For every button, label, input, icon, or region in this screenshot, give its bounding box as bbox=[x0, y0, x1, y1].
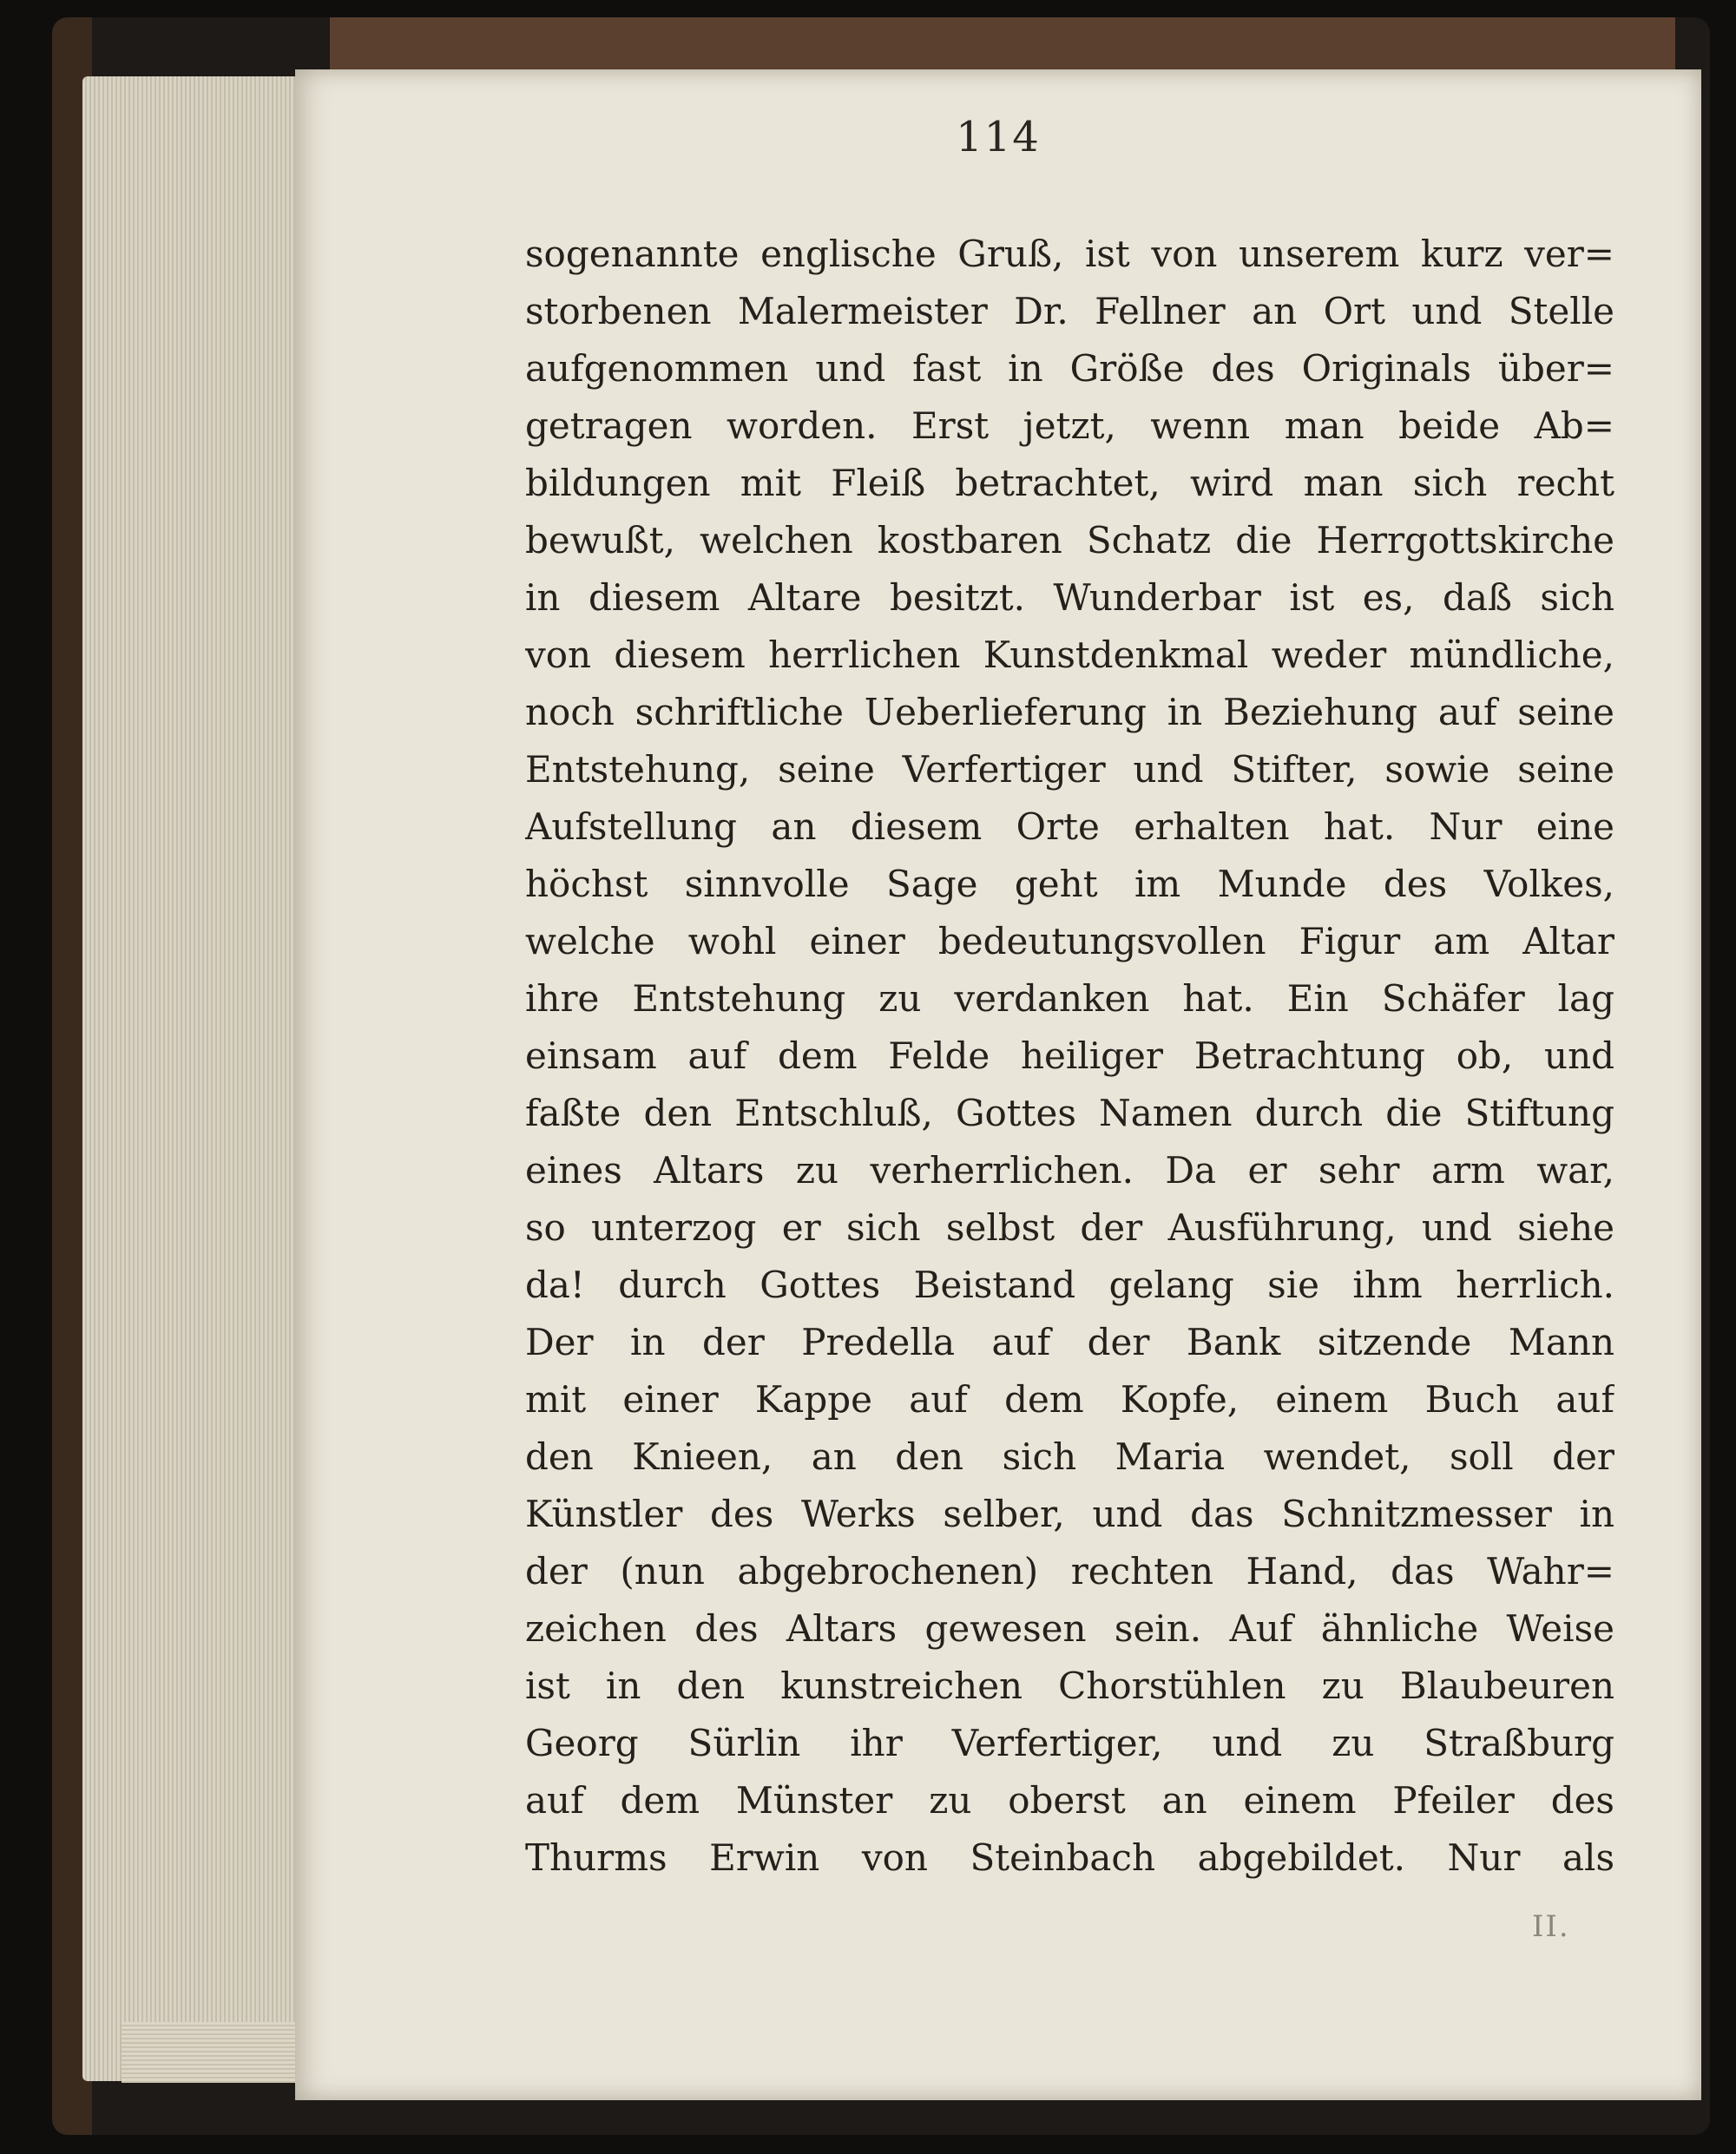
page-number: 114 bbox=[956, 113, 1041, 161]
text-line: auf dem Münster zu oberst an einem Pfeiler des bbox=[525, 1779, 1614, 1822]
text-line: eines Altars zu verherrlichen. Da er sehr arm war, bbox=[525, 1149, 1614, 1192]
text-line: getragen worden. Erst jetzt, wenn man beide Ab= bbox=[525, 404, 1614, 447]
text-line: von diesem herrlichen Kunstdenkmal weder mündliche, bbox=[525, 634, 1614, 676]
text-line: ist in den kunstreichen Chorstühlen zu Blaubeuren bbox=[525, 1665, 1614, 1707]
text-line: welche wohl einer bedeutungsvollen Figur am Altar bbox=[525, 920, 1614, 962]
text-line: da! durch Gottes Beistand gelang sie ihm herrlich. bbox=[525, 1264, 1614, 1306]
text-line: so unterzog er sich selbst der Ausführung, und siehe bbox=[525, 1206, 1614, 1249]
text-line: storbenen Malermeister Dr. Fellner an Ort und Stelle bbox=[525, 290, 1614, 332]
text-line: aufgenommen und fast in Größe des Originals über= bbox=[525, 347, 1614, 390]
text-line: mit einer Kappe auf dem Kopfe, einem Buch auf bbox=[525, 1378, 1614, 1421]
text-line: bildungen mit Fleiß betrachtet, wird man sich recht bbox=[525, 462, 1614, 504]
text-line: noch schriftliche Ueberlieferung in Beziehung auf seine bbox=[525, 691, 1614, 733]
text-line: zeichen des Altars gewesen sein. Auf ähnliche Weise bbox=[525, 1607, 1614, 1650]
text-line: sogenannte englische Gruß, ist von unserem kurz ver= bbox=[525, 233, 1614, 275]
text-line: Georg Sürlin ihr Verfertiger, und zu Straßburg bbox=[525, 1722, 1614, 1764]
text-line: in diesem Altare besitzt. Wunderbar ist es, daß sich bbox=[525, 576, 1614, 619]
text-line: Künstler des Werks selber, und das Schnitzmesser in bbox=[525, 1493, 1614, 1535]
text-line: ihre Entstehung zu verdanken hat. Ein Schäfer lag bbox=[525, 977, 1614, 1020]
text-line: Aufstellung an diesem Orte erhalten hat. Nur eine bbox=[525, 805, 1614, 848]
text-line: bewußt, welchen kostbaren Schatz die Herrgottskirche bbox=[525, 519, 1614, 561]
text-line: faßte den Entschluß, Gottes Namen durch die Stiftung bbox=[525, 1092, 1614, 1134]
text-line: den Knieen, an den sich Maria wendet, soll der bbox=[525, 1435, 1614, 1478]
body-text bbox=[525, 226, 1614, 1887]
text-line: Entstehung, seine Verfertiger und Stifter, sowie seine bbox=[525, 748, 1614, 791]
text-line: einsam auf dem Felde heiliger Betrachtung ob, und bbox=[525, 1034, 1614, 1077]
text-line: Der in der Predella auf der Bank sitzende Mann bbox=[525, 1321, 1614, 1363]
book-page bbox=[295, 69, 1701, 2100]
signature-mark: II. bbox=[1532, 1909, 1570, 1944]
text-line: Thurms Erwin von Steinbach abgebildet. Nur als bbox=[525, 1836, 1614, 1879]
text-line: der (nun abgebrochenen) rechten Hand, das Wahr= bbox=[525, 1550, 1614, 1593]
text-line: höchst sinnvolle Sage geht im Munde des Volkes, bbox=[525, 863, 1614, 905]
page-edges bbox=[82, 76, 308, 2081]
